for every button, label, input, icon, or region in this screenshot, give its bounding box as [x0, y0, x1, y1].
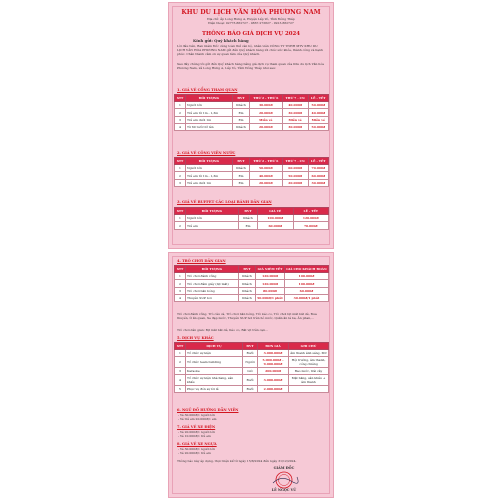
cell: Trẻ em dưới 1m — [186, 116, 233, 123]
section-electric-car-title: 7. GIÁ VÉ XE ĐIỆN — [177, 425, 216, 429]
price-cell: 50.000đ — [308, 102, 328, 109]
cell: Tổ chức sự kiện nhà hàng, sân khấu — [186, 375, 243, 386]
cell: Trò chơi đánh võng — [186, 273, 239, 280]
table-header-row — [175, 158, 329, 165]
validity-note: Thông báo này áp dụng, thực hiện kể từ ngày 15/8/2024 đến ngày 31/12/2024. — [177, 459, 297, 463]
cell: 3 — [175, 116, 186, 123]
notice-title: THÔNG BÁO GIÁ DỊCH VỤ 2024 — [202, 31, 300, 37]
cell: Người lớn — [186, 165, 233, 172]
table-row — [175, 109, 329, 116]
cell: Buổi — [243, 350, 258, 357]
cell: 3 — [175, 287, 186, 294]
cell: Người lớn — [186, 215, 239, 222]
table-row — [175, 287, 329, 294]
price-cell: 2.000.000đ — [258, 385, 289, 392]
cell: 1 — [175, 165, 186, 172]
section-gate-ticket-title: 1. GIÁ VÉ CỔNG THAM QUAN — [177, 88, 238, 92]
price-cell: 50.000đ/1 phút — [257, 295, 283, 300]
cell: Trò chơi đâm giầy (bịt mắt) — [186, 280, 239, 287]
price-cell: 40.000đ — [282, 102, 308, 109]
table-row — [175, 273, 329, 280]
price-cell: 100.000đ — [284, 273, 328, 280]
section-guide-title: 6. NGỦ ĐỒ HƯỚNG DẪN VIÊN — [177, 408, 239, 412]
cell: Khách — [239, 287, 256, 294]
col-header: ĐỐI TƯỢNG — [186, 158, 233, 165]
col-header: THỨ 7 - CN — [282, 158, 308, 165]
col-header: GIÁ CHO KHÁCH ĐOÀN — [286, 267, 327, 272]
price-cell: 40.000đ — [308, 109, 328, 116]
price-cell: Miễn vé — [282, 116, 308, 123]
price-cell: 30.000đ — [282, 123, 308, 130]
col-header: STT — [175, 343, 186, 350]
col-header: LỄ - TẾT — [293, 208, 329, 215]
price-cell: 200.000đ — [258, 368, 289, 375]
price-cell: 30.000đ — [250, 102, 283, 109]
cell: 1 — [175, 350, 186, 357]
cell: Khách — [239, 273, 256, 280]
col-header: GIÁ VÉ — [258, 208, 294, 215]
table-header-row — [175, 266, 329, 273]
section-horse-cart-title: 8. GIÁ VÉ XE NGỰA — [177, 442, 217, 446]
price-cell: 120.000đ — [293, 215, 329, 222]
director-role: GIÁM ĐỐC — [273, 466, 295, 470]
list-item: - Vé 20.000đ/1 trẻ em — [178, 451, 211, 456]
cell: Từ 60 tuổi trở lên — [186, 123, 233, 130]
cell: Em — [233, 179, 250, 186]
resort-hotline: Điện thoại: 02773.882727 - 0867.273827 - 0913.882727 — [208, 21, 294, 25]
cell: Âm thanh ánh sáng, MC — [290, 351, 327, 356]
folk-games-note: Trò chơi đánh võng, Trò câu cá, Trò chơi bắn bóng, Trò kéo co, Trò chơi bịt mắt bắt dê, Đua thuyền, Ô ăn quan, Xe đạp nước, Thuyền SUP bơi trên hồ nước, Quăn ăn lá ba, Ăn phan,... — [177, 312, 317, 320]
col-header: GIÁ NIÊM YẾT — [256, 266, 285, 273]
cell — [289, 385, 329, 392]
cell: Tổ chức team building — [186, 357, 243, 368]
cell: Buổi — [243, 375, 258, 386]
col-header: THỨ 2 - THỨ 6 — [250, 95, 283, 102]
cell: Trẻ em từ 1m - 1,3m — [186, 109, 233, 116]
list-item: - Vé 30.000đ/1 người lớn — [178, 447, 216, 451]
col-header: STT — [175, 266, 186, 273]
price-cell: 20.000đ — [250, 109, 283, 116]
table-row — [175, 357, 329, 368]
cell: Trẻ em dưới 1m — [186, 179, 233, 186]
col-header: LỄ - TẾT — [308, 95, 328, 102]
price-cell: 60.000đ — [282, 165, 308, 172]
price-cell: 50.000đ — [308, 123, 328, 130]
folk-games-note-2: Trò chơi dân gian: Bịt mắt bắt dê, Kéo co, Bắt vịt trên cạn... — [177, 328, 268, 332]
cell: 4 — [175, 375, 186, 386]
table-row — [175, 368, 329, 375]
cell: Trò chơi bắn bóng — [186, 287, 239, 294]
col-header: THỨ 7 - CN — [282, 95, 308, 102]
table-row — [175, 102, 329, 109]
section-buffet-title: 3. GIÁ VÉ BUFFET CÁC LOẠI BÁNH DÂN GIAN — [177, 200, 272, 204]
list-item: - Vé 10.000đ/1 trẻ em — [178, 434, 211, 439]
table-row — [175, 179, 329, 186]
cell: Giờ — [243, 368, 258, 375]
price-cell: 40.000đ — [250, 172, 283, 179]
section-water-park-title: 2. GIÁ VÉ CÔNG VIÊN NƯỚC — [177, 151, 236, 155]
table-row — [175, 375, 329, 386]
cell: 1 — [175, 102, 186, 109]
price-cell: 70.000đ — [308, 165, 328, 172]
cell: 4 — [175, 294, 186, 301]
price-cell: 120.000đ — [256, 273, 285, 280]
cell: Karaoke — [186, 368, 243, 375]
table-row — [175, 280, 329, 287]
water-park-table — [174, 157, 329, 187]
gate-ticket-table — [174, 94, 329, 131]
resort-title: KHU DU LỊCH VĂN HÓA PHƯƠNG NAM — [181, 9, 321, 16]
table-row — [175, 215, 329, 222]
cell: Khách — [239, 280, 256, 287]
section-other-services-title: 5. DỊCH VỤ KHÁC — [177, 336, 214, 340]
folk-games-table — [174, 265, 329, 302]
price-cell: 3.000.000đ — [258, 350, 289, 357]
price-notice-page-1 — [168, 2, 334, 249]
intro-paragraph-2: Sau đây chúng tôi gửi đến Quý khách hàng bảng giá dịch vụ tham quan của Khu du lịch Văn hóa Phương Nam, xã Long Hưng A, Lấp Vò, Tỉnh Đồng Tháp như sau: — [177, 62, 324, 70]
price-cell: 60.000đ — [308, 172, 328, 179]
col-header: STT — [175, 208, 186, 215]
greeting: Kính gửi: Quý khách hàng — [193, 38, 249, 43]
cell: 2 — [175, 109, 186, 116]
price-cell: 30.000đ — [308, 179, 328, 186]
list-item: - Vé 20.000đ/1 người lớn — [178, 430, 216, 434]
table-header-row — [175, 208, 329, 215]
table-row — [175, 385, 329, 392]
price-cell: Miễn vé — [250, 116, 283, 123]
price-cell: 30.000đ/1 phút — [284, 294, 328, 301]
table-row — [175, 123, 329, 130]
cell: 1 — [175, 215, 186, 222]
price-cell: 100.000đ — [258, 215, 294, 222]
price-cell: 5.000.000đ - 9.000.000đ — [258, 357, 289, 368]
price-cell: 100.000đ — [284, 280, 328, 287]
col-header: ĐỐI TƯỢNG — [186, 266, 239, 273]
cell: Người — [243, 357, 258, 368]
price-cell: 20.000đ — [282, 179, 308, 186]
cell: Khách — [233, 102, 250, 109]
cell: 2 — [175, 222, 186, 229]
cell: Trẻ em — [186, 222, 239, 229]
cell: Mặt bằng, sân khấu + âm thanh — [289, 375, 329, 386]
list-item: - Vé trẻ em 20.000đ/1 em — [178, 417, 217, 422]
col-header: ĐVT — [239, 208, 258, 215]
other-services-table — [174, 342, 329, 393]
cell: Hội trường, âm thanh, cồng chiêng — [289, 357, 329, 368]
cell: 3 — [175, 179, 186, 186]
cell: Trẻ em từ 1m - 1,3m — [186, 172, 233, 179]
table-row — [175, 116, 329, 123]
cell: 2 — [175, 280, 186, 287]
cell: Phục vụ đón sự lời lẽ — [186, 385, 243, 392]
cell: 3 — [175, 368, 186, 375]
cell: Khách — [233, 165, 250, 172]
col-header: ĐVT — [243, 343, 258, 350]
table-row — [175, 350, 329, 357]
cell: 4 — [175, 123, 186, 130]
cell: Em — [233, 116, 250, 123]
cell: Khách — [233, 123, 250, 130]
cell: Thuyền SUP bơi — [186, 294, 239, 301]
table-header-row — [175, 95, 329, 102]
buffet-table — [174, 207, 329, 230]
col-header: ĐVT — [239, 266, 256, 273]
col-header: ĐVT — [233, 95, 250, 102]
horse-cart-price-list — [178, 447, 215, 455]
col-header: LỄ - TẾT — [308, 158, 328, 165]
col-header: ĐVT — [233, 158, 250, 165]
cell: Khách — [239, 215, 258, 222]
resort-address: Địa chỉ: Ấp Long Hưng A, Huyện Lấp Vò, Tỉnh Đồng Tháp — [207, 17, 295, 21]
section-folk-games-title: 4. TRÒ CHƠI DÂN GIAN — [177, 259, 226, 263]
cell: Buổi — [243, 385, 258, 392]
col-header: ĐỐI TƯỢNG — [186, 208, 239, 215]
price-cell: 3.000.000đ — [258, 375, 289, 386]
col-header: THỨ 2 - THỨ 6 — [250, 158, 283, 165]
cell: Em — [233, 172, 250, 179]
cell: Tổ chức sự kiện — [186, 350, 243, 357]
cell: 2 — [175, 172, 186, 179]
col-header: STT — [175, 158, 186, 165]
table-row — [175, 172, 329, 179]
price-cell: 120.000đ — [256, 280, 285, 287]
col-header: GHI CHÚ — [289, 343, 329, 350]
price-cell: Miễn vé — [308, 116, 328, 123]
director-name: LÊ NGỌC VŨ — [271, 488, 297, 492]
cell: Người lớn — [186, 102, 233, 109]
col-header: STT — [175, 95, 186, 102]
price-cell: 80.000đ — [256, 287, 285, 294]
col-header: DỊCH VỤ — [186, 343, 243, 350]
price-cell: 60.000đ — [284, 287, 328, 294]
guide-price-list — [178, 413, 216, 421]
cell: Khách — [239, 294, 256, 301]
price-cell: 70.000đ — [293, 222, 329, 229]
price-cell: 50.000đ — [250, 165, 283, 172]
table-row — [175, 294, 329, 301]
table-header-row — [175, 343, 329, 350]
cell: 2 — [175, 357, 186, 368]
cell: Em — [239, 222, 258, 229]
list-item: - Vé 30.000đ/1 người lớn — [178, 413, 216, 417]
price-notice-page-2 — [168, 252, 334, 498]
price-cell: 50.000đ — [282, 172, 308, 179]
table-row — [175, 222, 329, 229]
col-header: ĐỐI TƯỢNG — [186, 95, 233, 102]
table-row — [175, 165, 329, 172]
cell: 1 — [175, 273, 186, 280]
intro-paragraph: Lời đầu tiên, Ban Giám Đốc cùng toàn thể cán bộ, nhân viên CÔNG TY TNHH MTV KHU DU LỊCH VĂN HÓA PHƯƠNG NAM gửi đến Quý khách hàng lời chúc sức khỏe, thành công và hạnh phúc. Chân thành cảm ơn sự quan tâm của Quý khách. — [177, 44, 323, 56]
electric-car-price-list — [178, 430, 215, 438]
price-cell: 20.000đ — [250, 179, 283, 186]
price-cell: 20.000đ — [250, 123, 283, 130]
cell: Em — [233, 109, 250, 116]
cell: Bao nước, trái cây — [289, 368, 329, 375]
red-stamp-icon — [269, 471, 299, 489]
cell: 5 — [175, 385, 186, 392]
price-cell: 30.000đ — [282, 109, 308, 116]
price-cell: 60.000đ — [258, 222, 294, 229]
col-header: ĐƠN GIÁ — [258, 343, 289, 350]
